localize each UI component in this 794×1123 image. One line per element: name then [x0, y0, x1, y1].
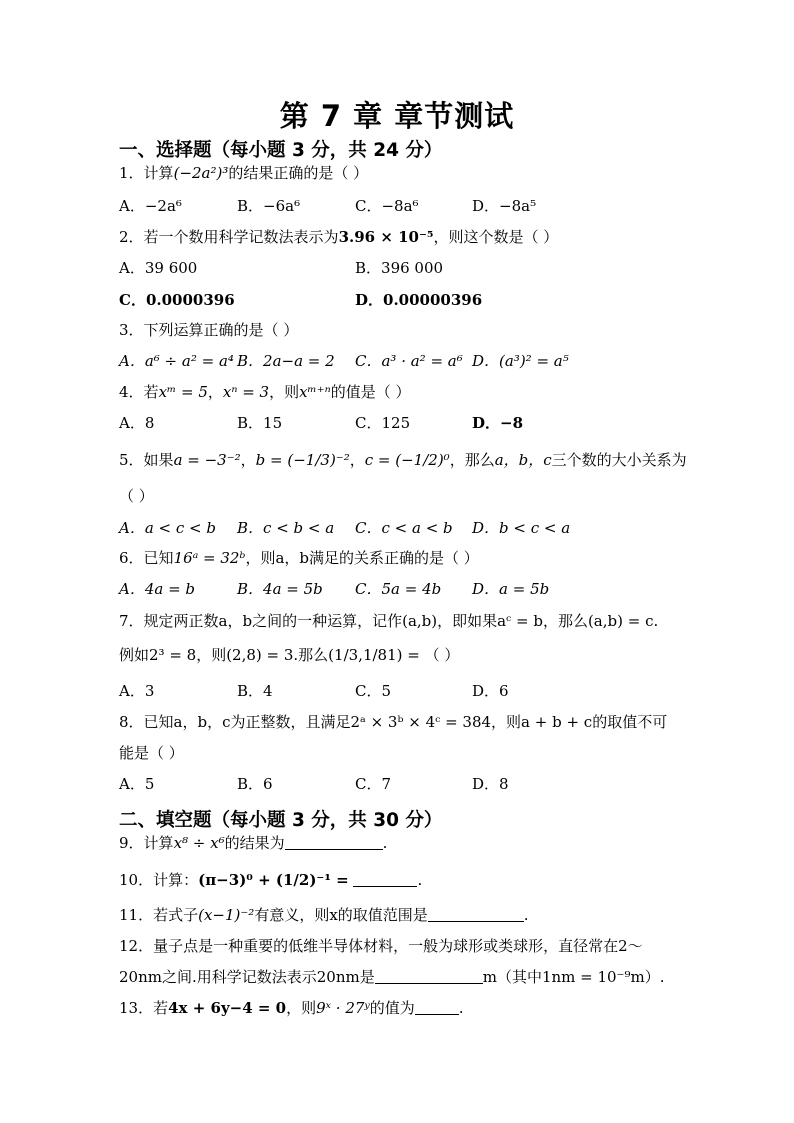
- question-text: 量子点是一种重要的低维半导体材料，一般为球形或类球形，直径常在2～: [153, 937, 643, 955]
- option-c: C．5a = 4b: [355, 580, 442, 598]
- option-c: C．a³ · a² = a⁶: [355, 352, 463, 370]
- question-text: 若: [153, 999, 169, 1017]
- punctuation: .: [382, 834, 388, 852]
- option-a: A．39 600: [119, 259, 198, 277]
- page-title: 第 7 章 章节测试: [279, 99, 515, 133]
- question-number: 2．: [119, 228, 144, 246]
- option-b: B．15: [237, 414, 283, 432]
- question-number: 1．: [119, 164, 144, 182]
- math-expression: a，b，c: [494, 451, 552, 469]
- question-7: [119, 610, 658, 631]
- math-expression: xᵐ⁺ⁿ: [299, 383, 331, 401]
- question-number: 12．: [119, 937, 154, 955]
- option-a: A．a < c < b: [119, 519, 216, 537]
- question-number: 8．: [119, 713, 144, 731]
- question-text: ，则a，b满足的关系正确的是（ ）: [245, 549, 479, 567]
- math-expression: x⁸ ÷ x⁶: [173, 834, 225, 852]
- question-text: 已知a，b，c为正整数，且满足2ᵃ × 3ᵇ × 4ᶜ = 384，则a + b + c的取值不可: [143, 713, 668, 731]
- question-number: 3．: [119, 321, 144, 339]
- question-text: 的结果为: [224, 834, 285, 852]
- question-text: m（其中1nm = 10⁻⁹m）.: [482, 968, 665, 986]
- math-expression: xⁿ = 3: [222, 383, 270, 401]
- option-a: A．−2a⁶: [119, 197, 182, 215]
- option-a: A．4a = b: [119, 580, 196, 598]
- math-expression: c = (−1/2)⁰: [364, 451, 450, 469]
- option-c: C．5: [355, 682, 392, 700]
- question-4: [119, 381, 411, 402]
- option-a: A．a⁶ ÷ a² = a⁴: [119, 352, 234, 370]
- question-text: 三个数的大小关系为: [551, 451, 687, 469]
- question-number: 4．: [119, 383, 144, 401]
- question-2: [119, 226, 558, 247]
- section-title-multiple-choice: 一、选择题（每小题 3 分，共 24 分）: [119, 140, 443, 161]
- question-number: 7．: [119, 612, 144, 630]
- option-d: D．b < c < a: [472, 519, 571, 537]
- question-text: 下列运算正确的是（ ）: [143, 321, 299, 339]
- question-5-continued: （ ）: [119, 487, 154, 505]
- option-c: C．125: [355, 414, 411, 432]
- option-b: B．4a = 5b: [237, 580, 323, 598]
- question-text: 的结果正确的是（ ）: [228, 164, 369, 182]
- question-text: 若: [143, 383, 159, 401]
- question-number: 10．: [119, 871, 154, 889]
- question-number: 6．: [119, 549, 144, 567]
- question-text: 的值为: [369, 999, 415, 1017]
- option-a: A．8: [119, 414, 155, 432]
- question-1: [119, 162, 368, 183]
- option-a: A．3: [119, 682, 155, 700]
- math-expression: xᵐ = 5: [158, 383, 208, 401]
- option-c: C．0.0000396: [119, 291, 235, 309]
- punctuation: .: [417, 871, 423, 889]
- question-11: [119, 904, 529, 925]
- option-d: D．a = 5b: [472, 580, 550, 598]
- math-expression: 16ᵃ = 32ᵇ: [173, 549, 246, 567]
- answer-blank[interactable]: [285, 835, 383, 850]
- question-6: [119, 547, 479, 568]
- math-expression: b = (−1/3)⁻²: [255, 451, 350, 469]
- question-text: 规定两正数a，b之间的一种运算，记作(a,b)，即如果aᶜ = b，那么(a,b) = c.: [143, 612, 659, 630]
- question-number: 13．: [119, 999, 154, 1017]
- question-9: [119, 832, 387, 853]
- math-expression: a = −3⁻²: [173, 451, 241, 469]
- math-expression: (−2a²)³: [173, 164, 229, 182]
- option-c: C．−8a⁶: [355, 197, 419, 215]
- math-expression: (x−1)⁻²: [198, 906, 255, 924]
- question-text: 计算: [143, 834, 174, 852]
- question-number: 11．: [119, 906, 154, 924]
- question-text: 20nm之间.用科学记数法表示20nm是: [119, 968, 375, 986]
- answer-blank[interactable]: [428, 907, 524, 922]
- option-d: D．8: [472, 775, 509, 793]
- option-c: C．c < a < b: [355, 519, 453, 537]
- punctuation: .: [523, 906, 529, 924]
- answer-blank[interactable]: [415, 1000, 459, 1015]
- question-text: ，则: [269, 383, 300, 401]
- option-b: B．6: [237, 775, 273, 793]
- option-b: B．396 000: [355, 259, 444, 277]
- option-d: D．−8a⁵: [472, 197, 537, 215]
- question-text: ，则这个数是（ ）: [433, 228, 559, 246]
- question-13: [119, 997, 464, 1018]
- answer-blank[interactable]: [375, 969, 483, 984]
- punctuation: .: [458, 999, 464, 1017]
- question-text: 若一个数用科学记数法表示为: [143, 228, 339, 246]
- question-12-continued: [119, 966, 664, 987]
- answer-blank[interactable]: [353, 872, 417, 887]
- math-expression: 4x + 6y−4 = 0: [168, 999, 287, 1017]
- option-c: C．7: [355, 775, 392, 793]
- question-number: 9．: [119, 834, 144, 852]
- question-text: 计算: [143, 164, 174, 182]
- option-b: B．4: [237, 682, 273, 700]
- section-title-fill-in: 二、填空题（每小题 3 分，共 30 分）: [119, 810, 443, 831]
- question-10: [119, 869, 422, 890]
- math-expression: 9ˣ · 27ʸ: [316, 999, 370, 1017]
- math-expression: (π−3)⁰ + (1/2)⁻¹ =: [198, 871, 349, 889]
- option-b: B．c < b < a: [237, 519, 335, 537]
- question-3: [119, 319, 298, 340]
- question-8-continued: 能是（ ）: [119, 744, 184, 762]
- option-d: D．−8: [472, 414, 524, 432]
- question-7-continued: 例如2³ = 8，则(2,8) = 3.那么(1/3,1/81) = （ ）: [119, 646, 460, 664]
- question-text: ，则: [286, 999, 317, 1017]
- option-d: D．(a³)² = a⁵: [472, 352, 569, 370]
- question-text: 已知: [143, 549, 174, 567]
- question-5: 5．如果a = −3⁻²，b = (−1/3)⁻²，c = (−1/2)⁰，那么a，b，c三个数的大小关系为: [119, 451, 687, 469]
- question-text: 计算：: [153, 871, 199, 889]
- question-12: [119, 935, 643, 956]
- question-text: 如果: [143, 451, 174, 469]
- option-d: D．6: [472, 682, 509, 700]
- question-text: 若式子: [153, 906, 199, 924]
- option-b: B．2a−a = 2: [237, 352, 335, 370]
- option-b: B．−6a⁶: [237, 197, 301, 215]
- option-a: A．5: [119, 775, 155, 793]
- question-text: ，那么: [449, 451, 495, 469]
- question-text: ，: [207, 383, 223, 401]
- option-d: D．0.00000396: [355, 291, 483, 309]
- question-text: 的值是（ ）: [330, 383, 411, 401]
- question-8: [119, 711, 667, 732]
- math-expression: 3.96 × 10⁻⁵: [338, 228, 434, 246]
- question-number: 5．: [119, 451, 144, 469]
- question-text: 有意义，则x的取值范围是: [254, 906, 428, 924]
